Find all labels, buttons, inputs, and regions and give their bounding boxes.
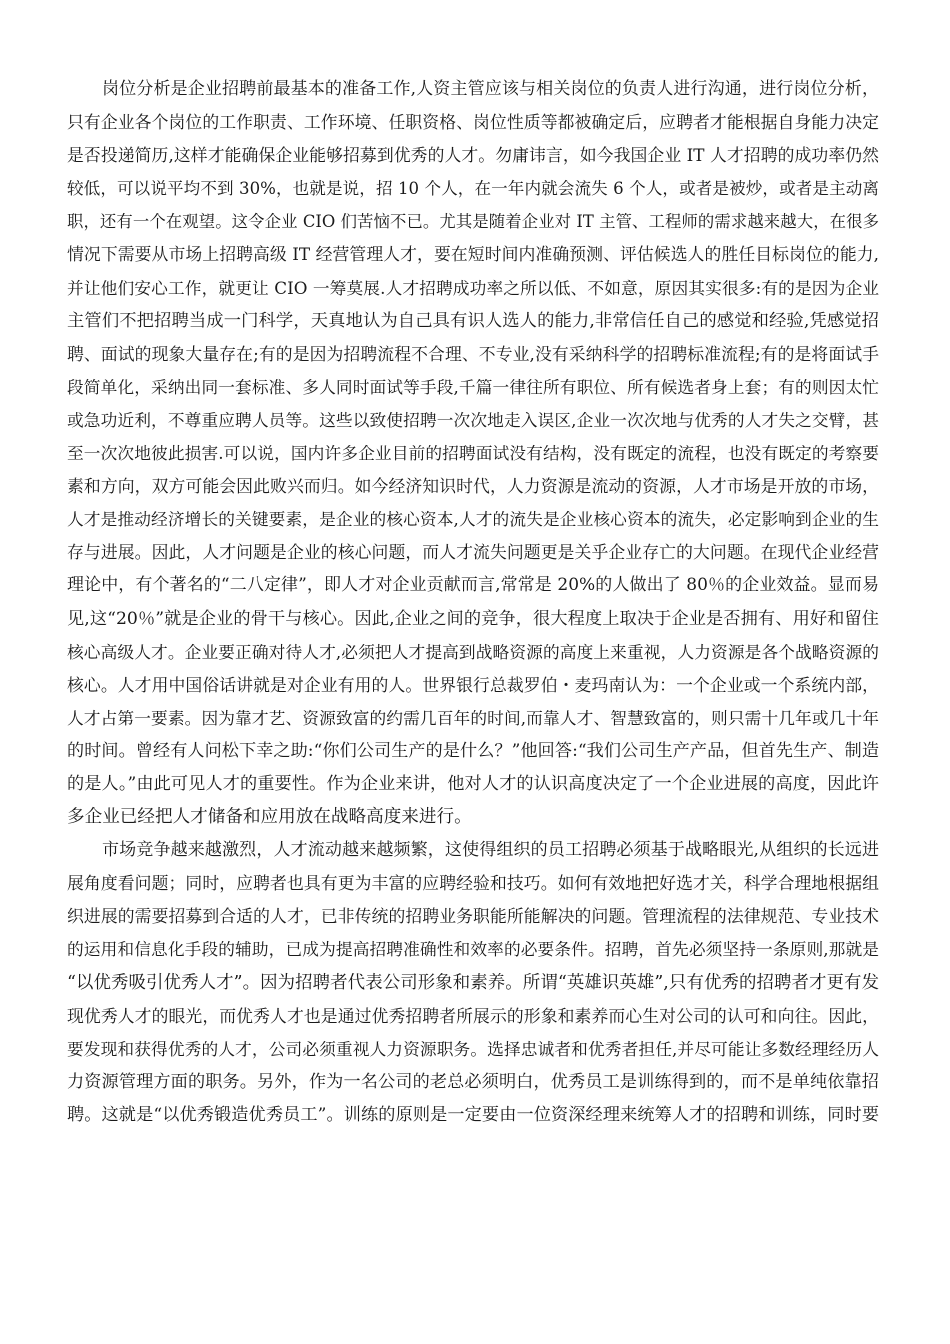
text-line: 并让他们安心工作，就更让 CIO 一筹莫展.人才招聘成功率之所以低、不如意，原因其实很多:有的是因为企业 xyxy=(67,277,879,298)
paragraph-recruitment-competition xyxy=(67,834,879,1132)
text-line: 核心。人才用中国俗话讲就是对企业有用的人。世界银行总裁罗伯・麦玛南认为：一个企业或一个系统内部， xyxy=(67,674,879,695)
text-line: “以优秀吸引优秀人才”。因为招聘者代表公司形象和素养。所谓“英雄识英雄”,只有优秀的招聘者才更有发 xyxy=(67,972,879,993)
text-line: 力资源管理方面的职务。另外，作为一名公司的老总必须明白，优秀员工是训练得到的，而不是单纯依靠招 xyxy=(67,1071,879,1092)
text-line: 的运用和信息化手段的辅助，已成为提高招聘准确性和效率的必要条件。招聘，首先必须坚持一条原则,那就是 xyxy=(67,939,879,960)
text-line: 是否投递简历,这样才能确保企业能够招募到优秀的人才。勿庸讳言，如今我国企业 IT 人才招聘的成功率仍然 xyxy=(67,145,879,166)
text-line: 聘。这就是“以优秀锻造优秀员工”。训练的原则是一定要由一位资深经理来统筹人才的招聘和训练，同时要 xyxy=(67,1104,879,1125)
text-line: 市场竞争越来越激烈，人才流动越来越频繁，这使得组织的员工招聘必须基于战略眼光,从组织的长远进 xyxy=(102,840,879,861)
text-line: 织进展的需要招募到合适的人才，已非传统的招聘业务职能所能解决的问题。管理流程的法律规范、专业技术 xyxy=(67,906,879,927)
text-line: 或急功近利，不尊重应聘人员等。这些以致使招聘一次次地走入误区,企业一次次地与优秀的人才失之交臂，甚 xyxy=(67,409,879,430)
text-line: 的是人。”由此可见人才的重要性。作为企业来讲，他对人才的认识高度决定了一个企业进展的高度，因此许 xyxy=(67,773,879,794)
text-line: 理论中，有个著名的“二八定律”，即人才对企业贡献而言,常常是 20%的人做出了 80％的企业效益。显而易 xyxy=(67,575,879,596)
paragraph-job-analysis xyxy=(67,73,879,834)
text-line: 主管们不把招聘当成一门科学，天真地认为自己具有识人选人的能力,非常信任自己的感觉和经验,凭感觉招 xyxy=(67,310,879,331)
text-line: 较低，可以说平均不到 30%，也就是说，招 10 个人，在一年内就会流失 6 个人，或者是被炒，或者是主动离 xyxy=(67,179,879,199)
document-page xyxy=(67,73,879,1132)
text-line: 要发现和获得优秀的人才，公司必须重视人力资源职务。选择忠诚者和优秀者担任,并尽可能让多数经理经历人 xyxy=(67,1038,879,1059)
text-line: 展角度看问题；同时，应聘者也具有更为丰富的应聘经验和技巧。如何有效地把好选才关，科学合理地根据组 xyxy=(67,873,879,894)
text-line: 人才占第一要素。因为靠才艺、资源致富的约需几百年的时间,而靠人才、智慧致富的，则只需十几年或几十年 xyxy=(67,707,879,728)
text-line: 岗位分析是企业招聘前最基本的准备工作,人资主管应该与相关岗位的负责人进行沟通，进行岗位分析， xyxy=(102,79,879,99)
text-line: 存与进展。因此，人才问题是企业的核心问题，而人才流失问题更是关乎企业存亡的大问题。在现代企业经营 xyxy=(67,542,879,563)
text-line: 的时间。曾经有人问松下幸之助:“你们公司生产的是什么？”他回答:“我们公司生产产品，但首先生产、制造 xyxy=(67,740,879,761)
text-line: 只有企业各个岗位的工作职责、工作环境、任职资格、岗位性质等都被确定后，应聘者才能根据自身能力决定 xyxy=(67,112,879,133)
text-line: 职，还有一个在观望。这令企业 CIO 们苦恼不已。尤其是随着企业对 IT 主管、工程师的需求越来越大，在很多 xyxy=(67,212,879,232)
text-line: 现优秀人才的眼光，而优秀人才也是通过优秀招聘者所展示的形象和素养而心生对公司的认可和向往。因此， xyxy=(67,1005,879,1026)
text-line: 素和方向，双方可能会因此败兴而归。如今经济知识时代，人力资源是流动的资源，人才市场是开放的市场， xyxy=(67,476,879,497)
text-line: 人才是推动经济增长的关键要素，是企业的核心资本,人才的流失是企业核心资本的流失，必定影响到企业的生 xyxy=(67,509,879,530)
text-line: 情况下需要从市场上招聘高级 IT 经营管理人才，要在短时间内准确预测、评估候选人的胜任目标岗位的能力, xyxy=(67,244,879,265)
text-line: 见,这“20％”就是企业的骨干与核心。因此,企业之间的竞争，很大程度上取决于企业是否拥有、用好和留住 xyxy=(67,608,879,629)
text-line: 聘、面试的现象大量存在;有的是因为招聘流程不合理、不专业,没有采纳科学的招聘标准流程;有的是将面试手 xyxy=(67,343,879,364)
text-line: 多企业已经把人才储备和应用放在战略高度来进行。 xyxy=(67,807,472,828)
text-line: 至一次次地彼此损害.可以说，国内许多企业目前的招聘面试没有结构，没有既定的流程，也没有既定的考察要 xyxy=(67,443,879,464)
text-line: 段简单化，采纳出同一套标准、多人同时面试等手段,千篇一律往所有职位、所有候选者身上套；有的则因太忙 xyxy=(67,376,879,397)
text-line: 核心高级人才。企业要正确对待人才,必须把人才提高到战略资源的高度上来重视，人力资源是各个战略资源的 xyxy=(67,641,879,662)
